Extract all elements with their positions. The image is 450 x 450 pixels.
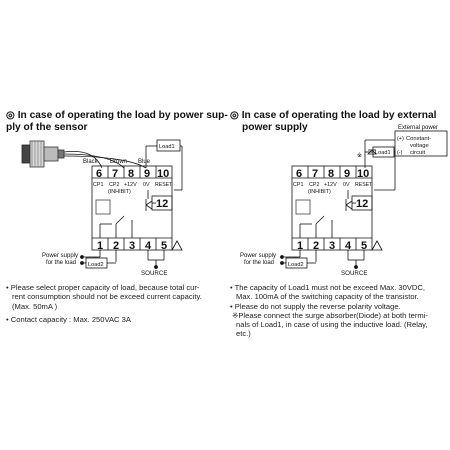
right-note-3-cont2: etc.) xyxy=(236,329,251,339)
right-terminal-2: 2 xyxy=(313,240,320,252)
left-note-1-cont: rent consumption should not be exceed current capacity. xyxy=(12,292,202,302)
right-terminal-7: 7 xyxy=(312,168,319,180)
left-power-supply-line1: Power supply xyxy=(42,253,79,259)
left-sub-cp2: CP2 xyxy=(109,182,120,188)
left-load2-label: Load2 xyxy=(88,262,104,268)
left-wire-blue: Blue xyxy=(138,159,151,165)
right-terminal-9: 9 xyxy=(344,168,351,180)
left-sub-12v: +12V xyxy=(124,182,137,188)
right-surge-mark: ※ xyxy=(357,153,363,159)
left-wire-brown: Brown xyxy=(110,159,128,165)
left-note-1: • Please select proper capacity of load, because total cur- xyxy=(6,283,200,292)
right-sub-cp2: CP2 xyxy=(309,182,320,188)
left-terminal-8: 8 xyxy=(128,168,135,180)
right-note-2: • Please do not supply the reverse polarity voltage. xyxy=(230,301,401,311)
left-terminal-7: 7 xyxy=(112,168,119,180)
left-title-line1: ◎ In case of operating the load by power sup- xyxy=(6,110,228,121)
right-note-1-cont: Max. 100mA of the switching capacity of the transistor. xyxy=(236,292,419,302)
right-load1-label: Load1 xyxy=(375,150,391,156)
right-title-line1: ◎ In case of operating the load by external xyxy=(230,110,437,121)
left-title-line2: ply of the sensor xyxy=(6,122,88,133)
left-power-supply-line2: for the load xyxy=(46,260,77,266)
right-minus: (-) xyxy=(397,150,403,156)
left-terminal-10: 10 xyxy=(157,168,170,180)
right-external-power-label: External power xyxy=(398,125,439,131)
right-terminal-1: 1 xyxy=(297,240,304,252)
left-sub-0v: 0V xyxy=(143,182,150,188)
right-power-supply-line2: for the load xyxy=(244,260,275,266)
right-sub-0v: 0V xyxy=(343,182,350,188)
right-note-3-cont: nals of Load1, in case of using the inductive load. (Relay, xyxy=(236,320,428,330)
right-top-sublabels xyxy=(293,182,373,188)
right-cv-line1: Constant- xyxy=(406,136,432,142)
left-terminal-1: 1 xyxy=(97,240,104,252)
right-power-supply-line1: Power supply xyxy=(240,253,277,259)
right-plus: (+) xyxy=(397,136,404,142)
right-sub-12v: +12V xyxy=(324,182,337,188)
left-terminal-5: 5 xyxy=(161,240,168,252)
right-notes xyxy=(230,283,448,339)
right-note-1: • The capacity of Load1 must not be exceed Max. 30VDC, xyxy=(230,283,426,292)
left-sub-cp1: CP1 xyxy=(93,182,104,188)
left-warning-icon xyxy=(172,241,182,250)
left-load1-label: Load1 xyxy=(159,144,175,150)
left-note-2: • Contact capacity : Max. 250VAC 3A xyxy=(6,314,131,324)
right-cv-line3: circuit xyxy=(410,150,426,156)
left-terminal-4: 4 xyxy=(145,240,152,252)
right-terminal-10: 10 xyxy=(357,168,370,180)
right-title-line2: power supply xyxy=(242,122,308,133)
left-notes xyxy=(6,283,224,324)
left-sub-reset: RESET xyxy=(155,182,173,188)
right-terminal-12: 12 xyxy=(356,198,369,210)
right-terminal-5: 5 xyxy=(361,240,368,252)
left-terminal-2: 2 xyxy=(113,240,120,252)
right-cv-line2: voltage xyxy=(410,143,429,149)
left-top-sublabels xyxy=(93,182,173,188)
left-terminal-12: 12 xyxy=(156,198,169,210)
left-wire-black: Black xyxy=(83,159,98,165)
right-inhibit: (INHIBIT) xyxy=(308,189,331,195)
right-sub-reset: RESET xyxy=(355,182,373,188)
right-terminal-6: 6 xyxy=(296,168,303,180)
left-terminal-6: 6 xyxy=(96,168,103,180)
left-note-1-cont2: (Max. 50mA ) xyxy=(12,301,58,311)
left-inhibit: (INHIBIT) xyxy=(108,189,131,195)
right-terminal-4: 4 xyxy=(345,240,352,252)
left-source-label: SOURCE xyxy=(141,270,168,277)
left-terminal-9: 9 xyxy=(144,168,151,180)
right-note-3: ※Please connect the surge absorber(Diode) at both termi- xyxy=(232,310,428,320)
left-terminal-3: 3 xyxy=(129,240,136,252)
right-source-label: SOURCE xyxy=(341,270,368,277)
right-load2-label: Load2 xyxy=(288,262,304,268)
right-sub-cp1: CP1 xyxy=(293,182,304,188)
right-terminal-8: 8 xyxy=(328,168,335,180)
right-warning-icon xyxy=(372,241,382,250)
right-terminal-3: 3 xyxy=(329,240,336,252)
